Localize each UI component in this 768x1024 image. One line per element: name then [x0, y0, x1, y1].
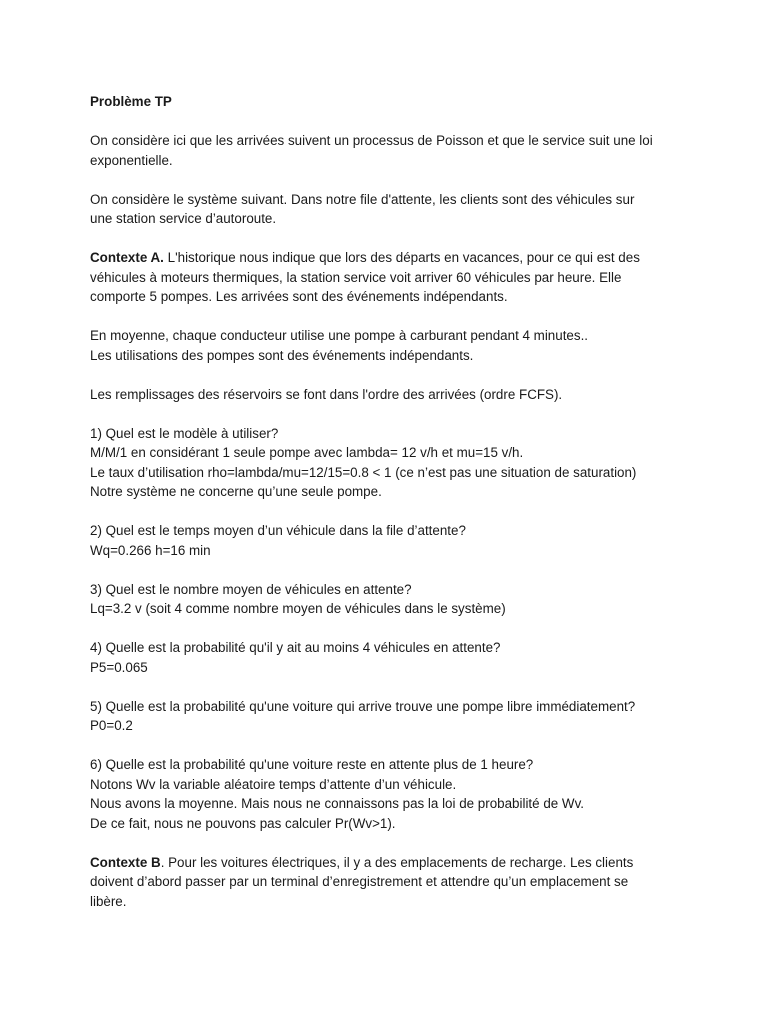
text-line: exponentielle. — [90, 152, 173, 168]
text-line: libère. — [90, 893, 127, 909]
question-text: 6) Quelle est la probabilité qu'une voiture reste en attente plus de 1 heure? — [90, 757, 534, 772]
answer-text: P5=0.065 — [90, 659, 148, 675]
contexte-b-label: Contexte B — [90, 854, 161, 870]
text-line — [90, 853, 690, 873]
question-text: 4) Quelle est la probabilité qu'il y ait au moins 4 véhicules en attente? — [90, 640, 501, 655]
question-text: 2) Quel est le temps moyen d’un véhicule dans la file d’attente? — [90, 523, 466, 538]
question-4 — [90, 638, 690, 677]
text-line: une station service d’autoroute. — [90, 211, 277, 226]
question-5 — [90, 697, 690, 736]
text-line: Les remplissages des réservoirs se font dans l'ordre des arrivées (ordre FCFS). — [90, 386, 563, 402]
question-3 — [90, 580, 690, 619]
answer-text: Lq=3.2 v (soit 4 comme nombre moyen de véhicules dans le système) — [90, 601, 506, 616]
answer-text: Wq=0.266 h=16 min — [90, 542, 211, 558]
answer-text: De ce fait, nous ne pouvons pas calculer Pr(Wv>1). — [90, 815, 396, 831]
text-fragment: . Pour les voitures électriques, il y a des emplacements de recharge. Les clients — [160, 854, 634, 870]
contexte-a-paragraph-2 — [90, 326, 690, 365]
text-line: doivent d’abord passer par un terminal d’enregistrement et attendre qu’un emplacement se — [90, 874, 629, 889]
question-text: 3) Quel est le nombre moyen de véhicules en attente? — [90, 581, 412, 597]
text-line: On considère ici que les arrivées suivent un processus de Poisson et que le service suit une loi — [90, 133, 653, 148]
intro-paragraph-2 — [90, 190, 690, 229]
text-fragment: L'historique nous indique que lors des départs en vacances, pour ce qui est des — [163, 250, 640, 265]
question-1 — [90, 424, 690, 502]
contexte-a-label: Contexte A. — [90, 250, 164, 265]
text-line: comporte 5 pompes. Les arrivées sont des événements indépendants. — [90, 289, 508, 304]
answer-text: Le taux d’utilisation rho=lambda/mu=12/15=0.8 < 1 (ce n’est pas une situation de saturation) — [90, 464, 637, 480]
question-6 — [90, 755, 690, 833]
question-2 — [90, 521, 690, 560]
text-line: En moyenne, chaque conducteur utilise une pompe à carburant pendant 4 minutes.. — [90, 328, 589, 343]
contexte-b-paragraph — [90, 853, 690, 912]
question-text: 5) Quelle est la probabilité qu'une voiture qui arrive trouve une pompe libre immédiatement? — [90, 698, 636, 714]
answer-text: P0=0.2 — [90, 718, 133, 733]
contexte-a-paragraph-3 — [90, 385, 690, 405]
answer-text: Notre système ne concerne qu’une seule pompe. — [90, 484, 382, 499]
document-title: Problème TP — [90, 94, 172, 109]
answer-text: M/M/1 en considérant 1 seule pompe avec lambda= 12 v/h et mu=15 v/h. — [90, 445, 524, 460]
answer-text: Nous avons la moyenne. Mais nous ne connaissons pas la loi de probabilité de Wv. — [90, 796, 584, 811]
answer-text: Notons Wv la variable aléatoire temps d’attente d’un véhicule. — [90, 776, 457, 792]
text-line: véhicules à moteurs thermiques, la station service voit arriver 60 véhicules par heure. Elle — [90, 269, 622, 285]
document-page — [90, 92, 690, 931]
contexte-a-paragraph — [90, 248, 690, 307]
intro-paragraph-1 — [90, 131, 690, 170]
text-line — [90, 248, 690, 268]
question-text: 1) Quel est le modèle à utiliser? — [90, 425, 279, 441]
text-line: Les utilisations des pompes sont des événements indépendants. — [90, 347, 474, 363]
text-line: On considère le système suivant. Dans notre file d'attente, les clients sont des véhicules sur — [90, 191, 635, 207]
